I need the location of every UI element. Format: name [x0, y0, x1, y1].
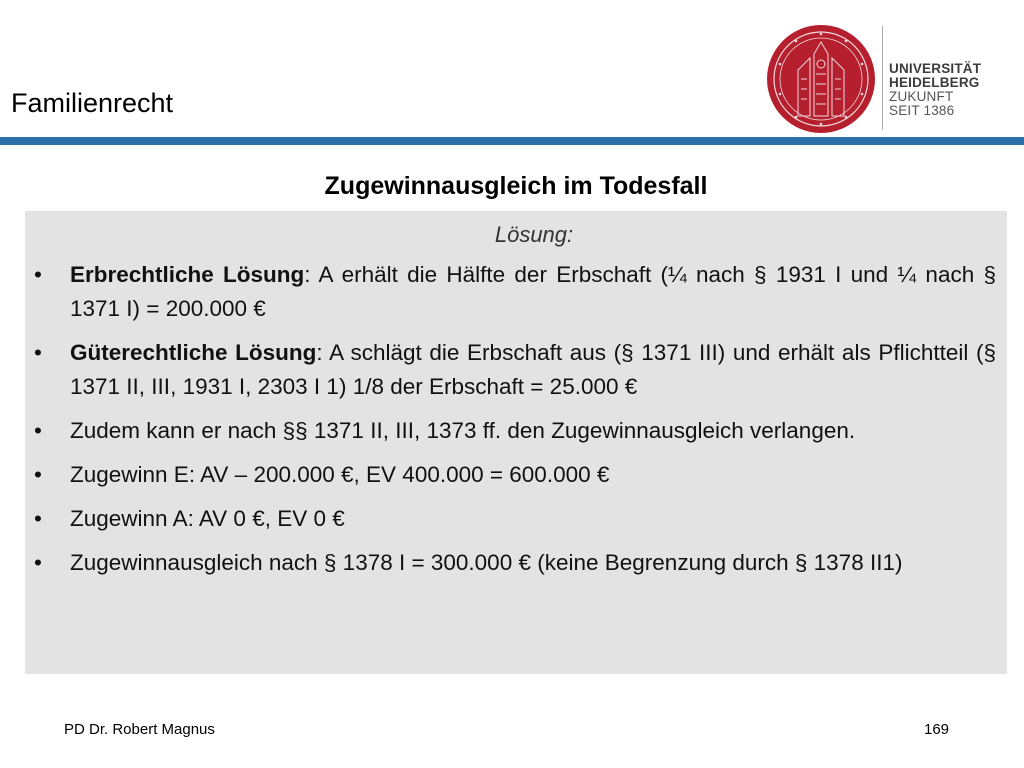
- bullet-text: Zudem kann er nach §§ 1371 II, III, 1373 ff. den Zugewinnausgleich verlangen.: [70, 418, 856, 443]
- list-item: [34, 258, 996, 326]
- bullet-icon: •: [34, 418, 42, 443]
- list-item: [34, 546, 996, 580]
- university-seal-logo: [766, 24, 876, 134]
- list-item: [34, 414, 996, 448]
- logo-divider: [882, 26, 883, 130]
- bullet-lead: Güterechtliche Lösung: [70, 340, 317, 365]
- footer-author: PD Dr. Robert Magnus: [64, 721, 215, 738]
- list-item: [34, 336, 996, 404]
- section-title: Familienrecht: [11, 88, 174, 118]
- bullet-icon: •: [34, 506, 42, 531]
- solution-subtitle: Lösung:: [494, 222, 574, 247]
- bullet-icon: •: [34, 462, 42, 487]
- wordmark-line-4: SEIT 1386: [889, 103, 955, 118]
- bullet-icon: •: [34, 550, 42, 575]
- slide-title: Zugewinnausgleich im Todesfall: [324, 172, 708, 200]
- wordmark-line-2: HEIDELBERG: [889, 75, 980, 90]
- university-wordmark: [889, 62, 981, 118]
- bullet-text: Zugewinnausgleich nach § 1378 I = 300.000 € (keine Begrenzung durch § 1378 II1): [70, 550, 903, 575]
- wordmark-line-3: ZUKUNFT: [889, 89, 954, 104]
- page-number: 169: [924, 721, 950, 738]
- bullet-icon: •: [34, 262, 42, 287]
- bullet-list: [34, 258, 996, 590]
- bullet-text: : A schlägt die Erbschaft aus (§ 1371 III) und erhält als Pflichtteil (§ 1371 II, III, 1931 I, 2303 I 1) 1/8 der Erbschaft = 25.000 €: [70, 340, 997, 399]
- bullet-lead: Erbrechtliche Lösung: [70, 262, 305, 287]
- bullet-text: : A erhält die Hälfte der Erbschaft (¼ nach § 1931 I und ¼ nach § 1371 I) = 200.000 €: [70, 262, 996, 321]
- list-item: [34, 458, 996, 492]
- bullet-icon: •: [34, 340, 42, 365]
- header-rule: [0, 137, 1024, 145]
- list-item: [34, 502, 996, 536]
- wordmark-line-1: UNIVERSITÄT: [889, 61, 982, 76]
- bullet-text: Zugewinn A: AV 0 €, EV 0 €: [70, 506, 345, 531]
- bullet-text: Zugewinn E: AV – 200.000 €, EV 400.000 = 600.000 €: [70, 462, 610, 487]
